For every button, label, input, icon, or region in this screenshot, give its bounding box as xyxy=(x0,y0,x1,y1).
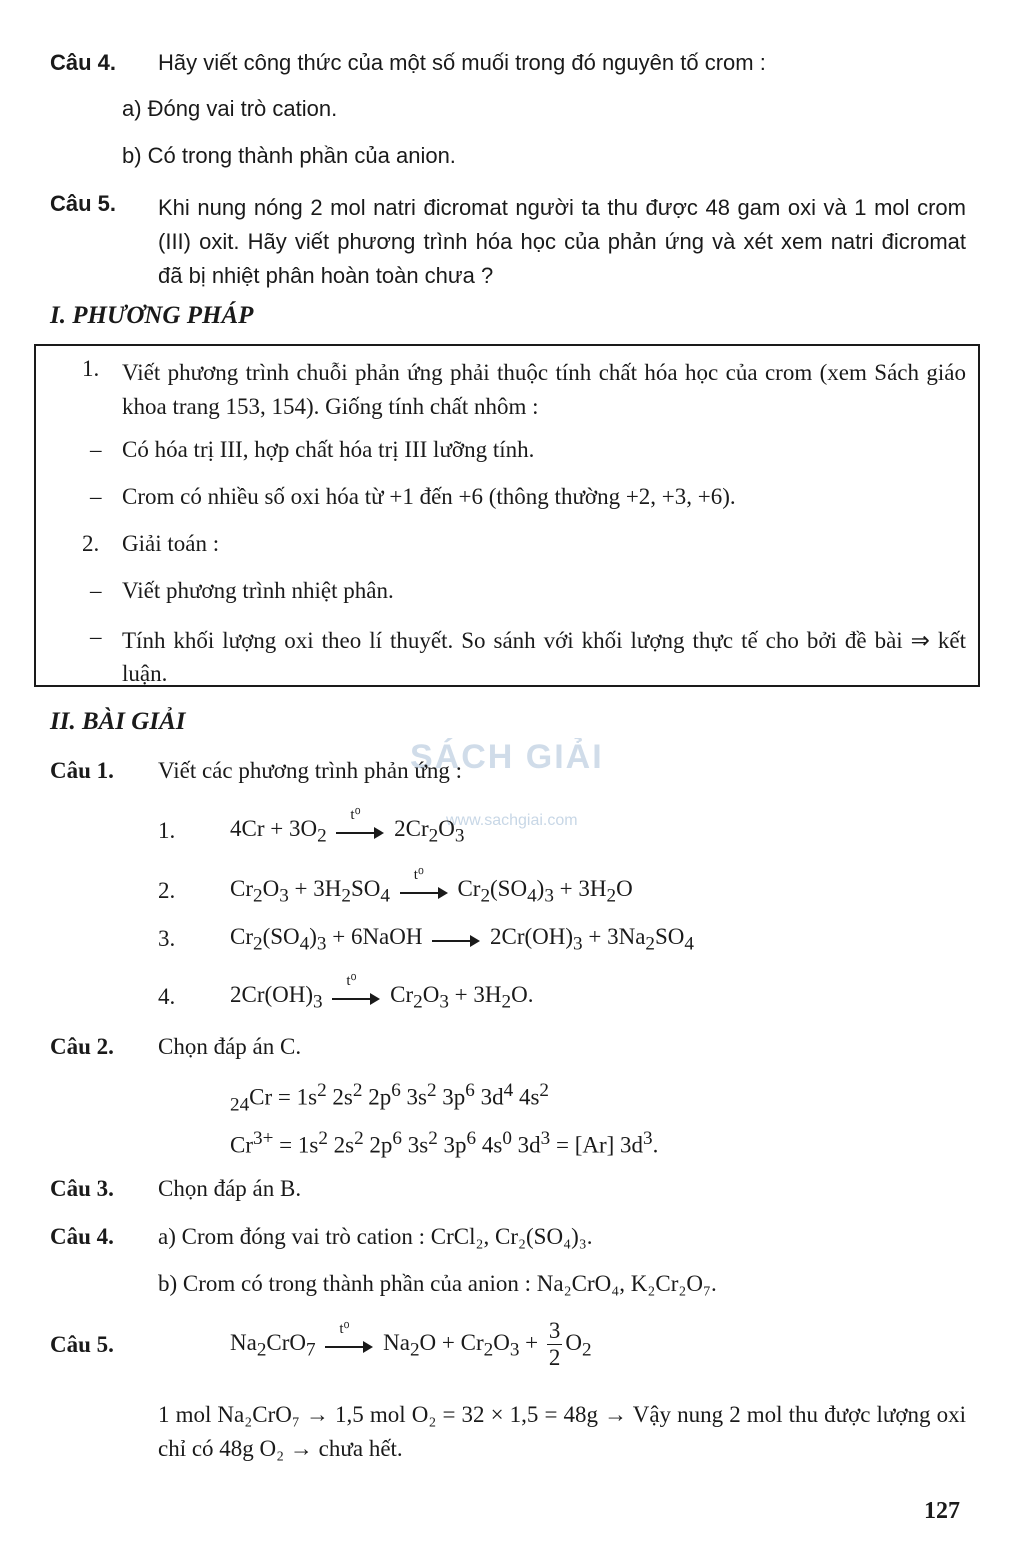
method-dash-1: – xyxy=(90,437,102,462)
answer-4-label: Câu 4. xyxy=(50,1224,114,1249)
question-5-text: Khi nung nóng 2 mol natri đicromat người ta thu được 48 gam oxi và 1 mol crom (III) oxit. Hãy viết phương trình hóa học của phản ứng và xét xem natri đicromat đã bị nhiệt phân hoàn toàn chưa ? xyxy=(158,195,966,288)
answer-5-label: Câu 5. xyxy=(50,1332,114,1357)
question-4-option-a: a) Đóng vai trò cation. xyxy=(122,96,338,121)
equation-4: $2Cr(OH)_3$ t⁰ $Cr_2O_3 + 3H_2O$. xyxy=(230,972,534,1013)
heat-arrow-icon: t⁰ xyxy=(325,1335,373,1355)
arrow-icon xyxy=(432,929,480,949)
equation-2: $Cr_2O_3 + 3H_2SO_4$ t⁰ $Cr_2(SO_4)_3 + 3H_2O$ xyxy=(230,866,633,907)
heat-arrow-icon: t⁰ xyxy=(400,881,448,901)
equation-3-number: 3. xyxy=(158,926,176,951)
question-4-label: Câu 4. xyxy=(50,50,117,75)
equation-5: $Na_2CrO_7$ t⁰ $Na_2O + Cr_2O_3$ + $\frac{3}{2}$ $O_2$ xyxy=(230,1318,592,1370)
fraction-three-halves: $\frac{3}{2}$ xyxy=(548,1318,561,1370)
electron-config-cr3: $Cr^{3+} = 1s^2$ $2s^2$ $2p^6$ $3s^2$ $3p^6$ $4s^0$ $3d^3 = [Ar]$ $3d^3$. xyxy=(230,1128,659,1158)
electron-config-cr: $_{24}Cr = 1s^2$ $2s^2$ $2p^6$ $3s^2$ $3p^6$ $3d^4$ $4s^2$ xyxy=(230,1080,549,1116)
answer-4-b: b) Crom có trong thành phần của anion : Na₂CrO₄, K₂Cr₂O₇. xyxy=(158,1271,717,1296)
heat-arrow-icon: t⁰ xyxy=(332,987,380,1007)
heat-arrow-icon: t⁰ xyxy=(336,821,384,841)
method-dash-4: – xyxy=(90,624,102,649)
method-heading: I. PHƯƠNG PHÁP xyxy=(50,302,254,329)
equation-4-number: 4. xyxy=(158,984,176,1009)
question-4-text: Hãy viết công thức của một số muối trong đó nguyên tố crom : xyxy=(158,50,766,75)
answer-3-label: Câu 3. xyxy=(50,1176,114,1201)
answer-5-conclusion: 1 mol Na₂CrO₇ → 1,5 mol O₂ = 32 × 1,5 = 48g → Vậy nung 2 mol thu được lượng oxi chỉ có 48g O₂ → chưa hết. xyxy=(158,1402,966,1461)
method-bullet-1: Có hóa trị III, hợp chất hóa trị III lưỡng tính. xyxy=(122,437,535,462)
method-bullet-3: Viết phương trình nhiệt phân. xyxy=(122,578,394,603)
answer-1-intro: Viết các phương trình phản ứng : xyxy=(158,758,462,783)
method-item-1-number: 1. xyxy=(82,356,100,381)
method-bullet-4: Tính khối lượng oxi theo lí thuyết. So sánh với khối lượng thực tế cho bởi đề bài ⇒ kết luận. xyxy=(122,628,966,686)
question-4-option-b: b) Có trong thành phần của anion. xyxy=(122,143,456,168)
page-number: 127 xyxy=(924,1498,960,1524)
watermark-url: www.sachgiai.com xyxy=(446,812,578,829)
answer-3-text: Chọn đáp án B. xyxy=(158,1176,302,1201)
answer-2-label: Câu 2. xyxy=(50,1034,114,1059)
method-dash-2: – xyxy=(90,484,102,509)
equation-1: $4Cr + 3O_2$ t⁰ $2Cr_2O_3$ xyxy=(230,806,465,847)
watermark-logo: SÁCH GIẢI xyxy=(410,738,604,776)
solution-heading: II. BÀI GIẢI xyxy=(50,708,186,735)
equation-2-number: 2. xyxy=(158,878,176,903)
method-bullet-2: Crom có nhiều số oxi hóa từ +1 đến +6 (thông thường +2, +3, +6). xyxy=(122,484,736,509)
method-dash-3: – xyxy=(90,578,102,603)
method-item-2-number: 2. xyxy=(82,531,100,556)
method-item-2-text: Giải toán : xyxy=(122,531,220,556)
answer-4-a: a) Crom đóng vai trò cation : CrCl₂, Cr₂(SO₄)₃. xyxy=(158,1224,593,1249)
method-item-1-text: Viết phương trình chuỗi phản ứng phải thuộc tính chất hóa học của crom (xem Sách giáo khoa trang 153, 154). Giống tính chất nhôm : xyxy=(122,360,966,419)
answer-1-label: Câu 1. xyxy=(50,758,114,783)
question-5-label: Câu 5. xyxy=(50,191,117,216)
equation-1-number: 1. xyxy=(158,818,176,843)
answer-2-text: Chọn đáp án C. xyxy=(158,1034,302,1059)
equation-3: $Cr_2(SO_4)_3$ + 6NaOH $2Cr(OH)_3 + 3Na_2SO_4$ xyxy=(230,924,694,955)
